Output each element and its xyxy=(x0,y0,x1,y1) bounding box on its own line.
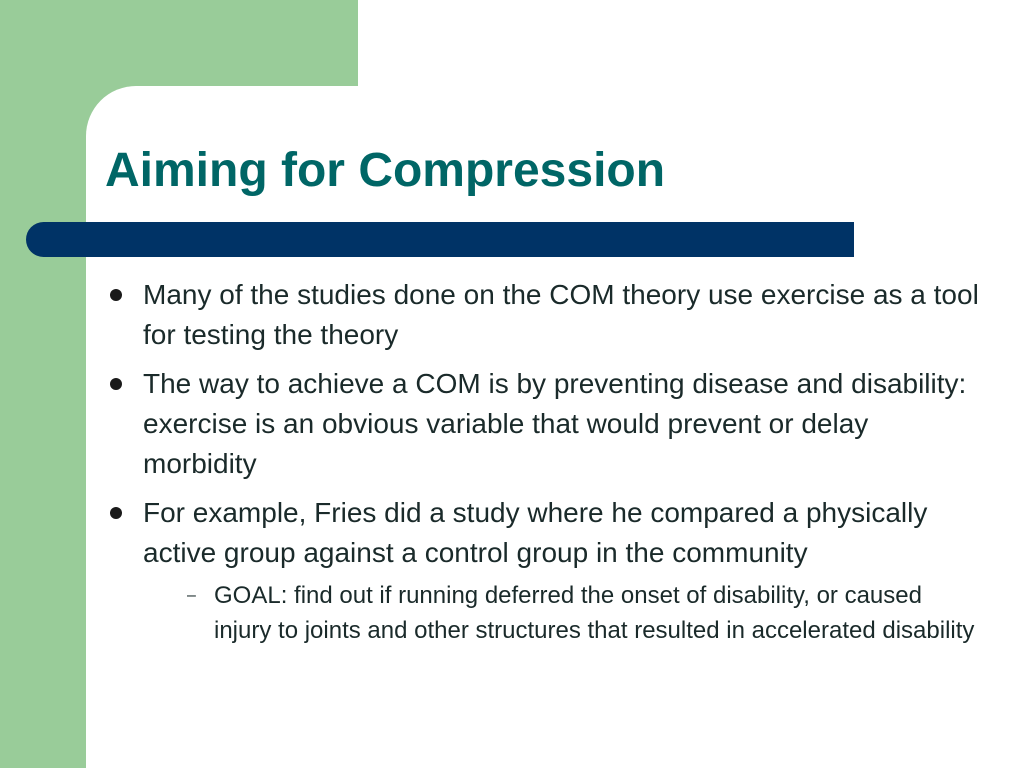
bullet-dot-icon xyxy=(110,289,122,301)
sub-bullet-text: GOAL: find out if running deferred the onset of disability, or caused injury to joints and other structures that resulted in accelerated disability xyxy=(214,582,975,644)
dash-icon: – xyxy=(187,587,196,604)
sub-bullet-item xyxy=(187,578,985,648)
title-underline-bar xyxy=(26,222,854,257)
slide-title: Aiming for Compression xyxy=(105,144,666,197)
bullet-item xyxy=(105,493,985,573)
bullet-item xyxy=(105,275,985,355)
bullet-dot-icon xyxy=(110,378,122,390)
bullet-item xyxy=(105,364,985,484)
bullet-text: The way to achieve a COM is by preventing disease and disability: exercise is an obvious variable that would prevent or delay morbidity xyxy=(143,368,967,479)
slide-body xyxy=(105,275,985,648)
bullet-text: For example, Fries did a study where he compared a physically active group against a control group in the community xyxy=(143,497,928,568)
bullet-text: Many of the studies done on the COM theory use exercise as a tool for testing the theory xyxy=(143,279,979,350)
bullet-dot-icon xyxy=(110,507,122,519)
